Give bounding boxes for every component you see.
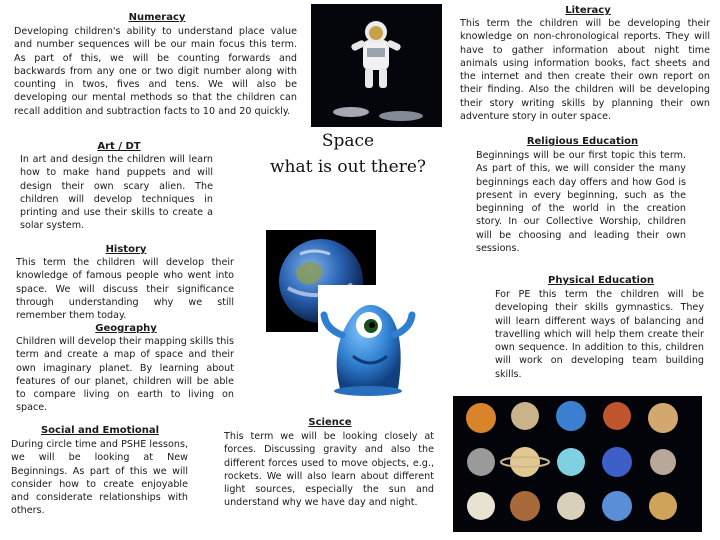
history-text: This term the children will develop their knowledge of famous people who went into space. We will discuss their significance through understanding why we still remember them today.	[16, 257, 234, 322]
numeracy-section	[120, 11, 194, 24]
science-text: This term we will be looking closely at forces. Discussing gravity and also the different forces used to move objects, e.g., rockets. We will also learn about different light sources, especially the sun and understand why we have day and night.	[224, 431, 434, 509]
geography-heading: Geography	[95, 323, 157, 334]
astronaut-image	[311, 4, 442, 127]
science-body	[224, 430, 434, 510]
history-heading: History	[105, 244, 147, 255]
alien-image	[318, 285, 418, 399]
religious-section	[520, 135, 645, 148]
religious-heading: Religious Education	[526, 136, 639, 147]
pe-text: For PE this term the children will be developing their skills gymnastics. They will learn different ways of balancing and travelling which will help them create their own sequence. In addition to this, children will work on developing team building skills.	[495, 289, 704, 380]
art-body	[20, 153, 213, 233]
social-section	[36, 424, 164, 437]
science-heading: Science	[308, 417, 352, 428]
literacy-heading: Literacy	[565, 5, 611, 16]
geography-body	[16, 335, 234, 415]
social-body	[11, 438, 188, 518]
title-line-1: Space	[321, 131, 375, 151]
art-section	[84, 140, 154, 153]
art-heading: Art / DT	[97, 141, 141, 152]
pe-body	[495, 288, 704, 381]
art-text: In art and design the children will learn how to make hand puppets and will design their own scary alien. The children will develop techniques in printing and use their skills to create a solar system.	[20, 154, 213, 232]
science-section	[300, 416, 360, 429]
religious-body	[476, 149, 686, 255]
literacy-section	[558, 4, 618, 17]
title-line-2: what is out there?	[270, 157, 426, 177]
literacy-body	[460, 17, 710, 123]
numeracy-body	[14, 25, 297, 118]
numeracy-heading: Numeracy	[128, 12, 186, 23]
geography-text: Children will develop their mapping skills this term and create a map of space and their own imaginary planet. By learning about features of our planet, children will be able to compare living on earth to living on space.	[16, 336, 234, 414]
pe-heading: Physical Education	[548, 275, 654, 286]
social-text: During circle time and PSHE lessons, we will be looking at New Beginnings. As part of this we will consider how to create enjoyable and considerate relationships with others.	[11, 439, 188, 517]
pe-section	[546, 274, 656, 287]
history-body	[16, 256, 234, 322]
literacy-text: This term the children will be developing their knowledge on non-chronological reports. They will have to gather information about night time animals using information books, fact sheets and the internet and then create their own report on their finding. Also the children will be developing their story writing skills by planning their own adventure story in outer space.	[460, 18, 710, 123]
history-section	[100, 243, 152, 256]
social-heading: Social and Emotional	[40, 425, 160, 436]
numeracy-text: Developing children's ability to understand place value and number sequences will be our main focus this term. As part of this, we will be counting forwards and backwards from any one or two digit number along with counting in twos, fives and tens. We will also be developing our mental methods so that the children can recall addition and subtraction facts to 10 and 20 quickly.	[14, 26, 297, 117]
religious-text: Beginnings will be our first topic this term. As part of this, we will consider the many beginnings each day offers and how God is present in every beginning, such as the beginning of the world in the creation story. In our Collective Worship, children will be choosing and leading their own sessions.	[476, 150, 686, 255]
geography-section	[94, 322, 158, 335]
planets-image	[453, 396, 702, 532]
page-title	[268, 128, 428, 180]
